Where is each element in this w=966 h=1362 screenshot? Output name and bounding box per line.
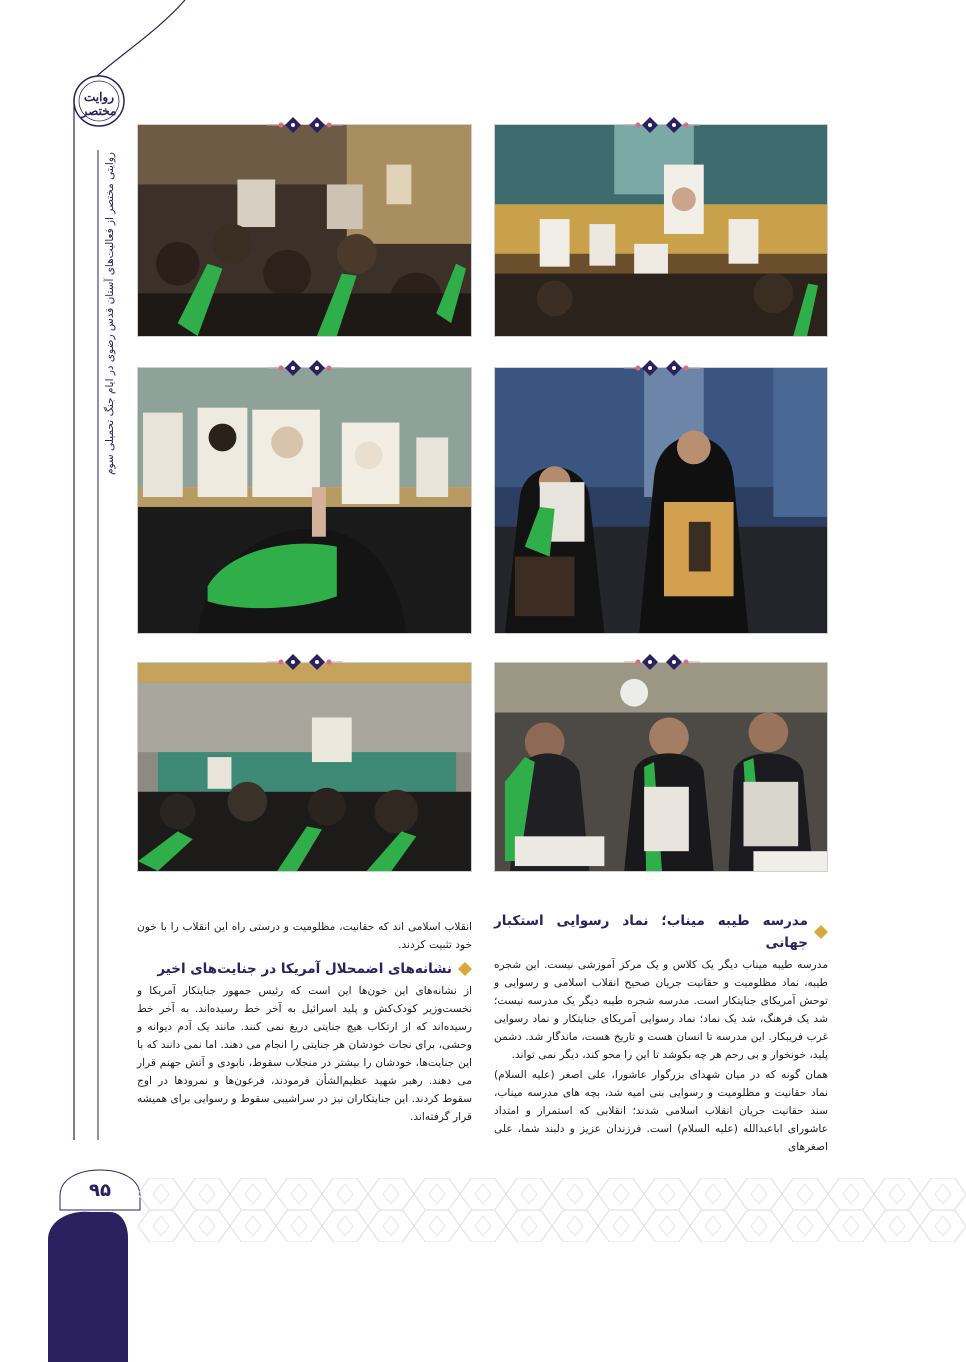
photo-4 xyxy=(494,367,828,634)
logo-text: روایت مختصر xyxy=(81,90,117,118)
photo-1 xyxy=(137,124,472,337)
footer-pattern xyxy=(138,1178,966,1242)
ornament-icon xyxy=(622,651,702,673)
side-caption: روایتی مختصر از فعالیت‌های آستان قدس رضوی در ایام جنگ تحمیلی سوم xyxy=(104,152,116,475)
photo-5 xyxy=(137,662,472,872)
left-text-column xyxy=(137,918,472,1128)
ornament-icon xyxy=(265,357,345,379)
logo-emblem xyxy=(72,74,126,128)
photo-1-scene xyxy=(138,125,471,336)
section-heading-america xyxy=(137,958,472,980)
ornament-icon xyxy=(622,357,702,379)
right-text-column xyxy=(494,910,828,1158)
section-heading-text: مدرسه طیبه میناب؛ نماد رسوایی استکبار جهانی xyxy=(494,913,808,951)
photo-3 xyxy=(137,367,472,634)
paragraph: از نشانه‌های این خون‌ها این است که رئیس جمهور جنایتکار آمریکا و نخست‌وزیر کودک‌کش و پلید اسرائیل به آخر خط رسیده‌اند. به آخر خط رسیده‌اند که از ارتکاب هیچ جنایتی دریغ نمی کنند. مانند یک آدم دیوانه و وحشی، برای نجات خودشان هر جنایتی را انجام می دهند. اما نمی دانند که با این جنایت‌ها، خودشان را بیشتر در منجلاب سقوط، نابودی و آتش جهنم قرار می دهند. رهبر شهید عظیم‌الشأن فرمودند، فرعون‌ها و نمرودها در اوج سقوط کردند. این جنایتکاران نیز در سراشیبی سقوط و رسوایی برای همیشه قرار گرفته‌اند. xyxy=(137,985,472,1123)
photo-2-scene xyxy=(495,125,827,336)
page-number: ۹۵ xyxy=(89,1180,111,1201)
photo-4-scene xyxy=(495,368,827,633)
photo-5-scene xyxy=(138,663,471,871)
ornament-icon xyxy=(622,114,702,136)
photo-6-scene xyxy=(495,663,827,871)
ornament-icon xyxy=(265,114,345,136)
photo-3-scene xyxy=(138,368,471,633)
paragraph: همان گونه که در میان شهدای بزرگوار عاشورا، علی اصغر (علیه السلام) نماد حقانیت و مظلومیت و رسوایی بنی امیه شد، بچه های مدرسه میناب، سند حقانیت جریان انقلاب اسلامی شدند؛ انقلابی که استمرار و امتداد عاشورای اباعبدالله (علیه السلام) است. فرزندان عزیز و دلبند شما، علی اصغرهای xyxy=(494,1069,828,1153)
ornament-icon xyxy=(265,651,345,673)
photo-2 xyxy=(494,124,828,337)
diamond-bullet-icon xyxy=(814,925,828,939)
photo-6 xyxy=(494,662,828,872)
paragraph: مدرسه طیبه میناب دیگر یک کلاس و یک مرکز آموزشی نیست. این شجره طیبه، نماد مظلومیت و حقانیت جریان صحیح انقلاب اسلامی و رسوایی و توحش آمریکای جنایتکار است. مدرسه شجره طیبه دیگر یک مدرسه نیست؛ شد یک فرهنگ، شد یک نماد؛ نماد رسوایی آمریکای جنایتکار و نماد رسوایی غرب فریبکار. این مدرسه تا انسان هست و تاریخ هست، ماندگار شد. دشمن پلید، خونخوار و بی رحم هر چه بکوشد تا این را محو کند، دیگر نمی تواند. xyxy=(494,959,828,1061)
diamond-bullet-icon xyxy=(458,962,472,976)
paragraph-intro: انقلاب اسلامی اند که حقانیت، مظلومیت و درستی راه این انقلاب را با خون خود تثبیت کردند. xyxy=(137,921,472,951)
section-heading-mianab xyxy=(494,910,828,954)
section-heading-text: نشانه‌های اضمحلال آمریکا در جنایت‌های اخیر xyxy=(157,961,452,977)
